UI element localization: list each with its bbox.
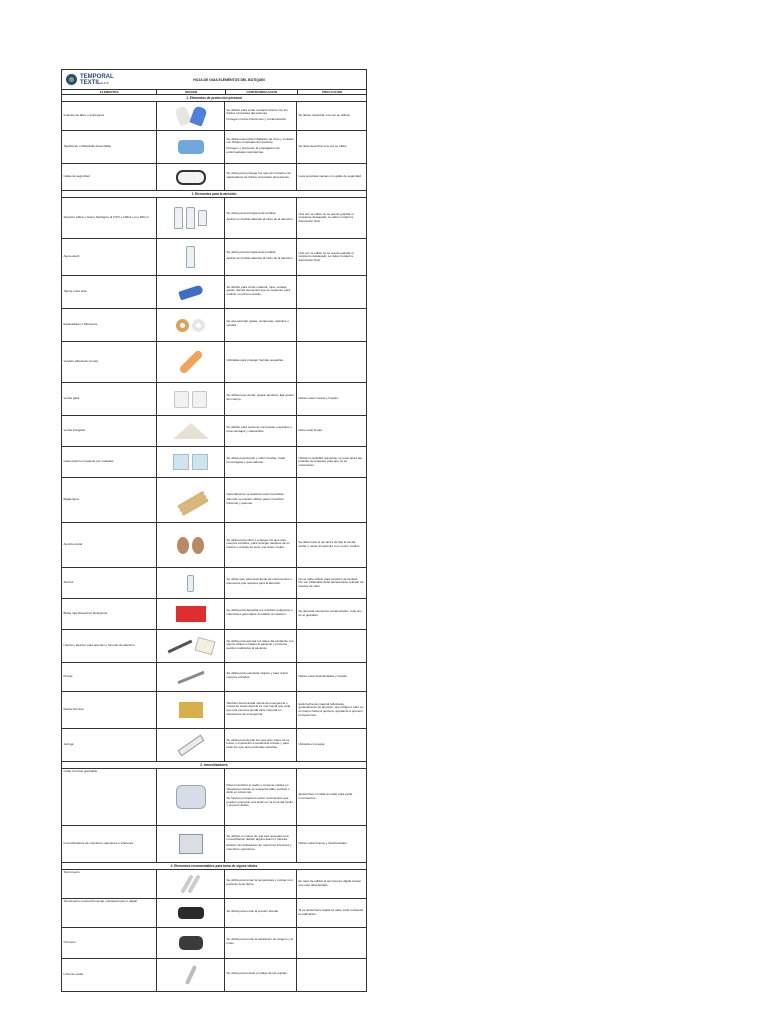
use-text: Protegen y previenen la propagación de enfermedades respiratorias. [226, 146, 280, 154]
use-text: Se utiliza para cubrir o proteger los ojos ante cuerpos extraños, para proteger después de un trauma o cuando se tiene una lesión ocular. [226, 537, 290, 549]
bottle-icon [186, 207, 195, 229]
contraindication-cell [225, 164, 297, 190]
table-row [62, 416, 366, 447]
use-text: Se utilizan para sostener compresas o apósitos y para vendajes y cabestrillos. [226, 425, 292, 433]
element-image [157, 309, 225, 341]
caution-cell: Una vez se utilice no se puede guardar el recipiente destapado; se deben rotular la disposición final. [298, 211, 354, 223]
element-image [157, 523, 225, 567]
contraindication-cell [225, 729, 297, 761]
section-title: 2. Elementos para la atención [62, 191, 366, 198]
caution-cell: Ubicada en la agua [298, 742, 325, 747]
use-text: Aplicar en heridas abiertas al inicio de la atención. [226, 217, 294, 221]
caution-cell [297, 630, 365, 662]
table-row [62, 870, 366, 899]
table-row [62, 198, 366, 239]
use-text: Se usa para fijar gasas, compresas, apósitos o vendas. [226, 319, 289, 327]
use-text: También denominada manta de emergencia o manta de supervivencia es una manta que evita que una persona pierda calor corporal en situaciones de emergencia. [226, 700, 291, 716]
contraindication-cell [225, 959, 297, 991]
caution-cell: Deben estar limpios y desinfectados. [298, 841, 348, 846]
contraindication-cell [225, 523, 297, 567]
pen-icon [168, 639, 193, 653]
dropper-icon [187, 575, 194, 592]
contraindication-cell [225, 568, 297, 598]
tape-icon [176, 319, 189, 332]
column-header: IMAGEN [157, 90, 226, 94]
table-row [62, 599, 366, 630]
first-aid-kit-sheet [61, 69, 367, 992]
element-name: Guantes de látex o quirúrgicos [62, 102, 157, 130]
column-header: CONTRAINDICACION [226, 90, 299, 94]
contraindication-cell [225, 198, 297, 238]
element-name: Oxímetro [62, 928, 157, 958]
cuff-icon [178, 907, 204, 919]
section-title: 4. Elementos recomendables para toma de signos vitales [62, 863, 366, 870]
table-row [62, 692, 366, 729]
contraindication-cell [225, 663, 297, 691]
element-image [157, 769, 225, 825]
caution-cell: Lava empoleta manejo con gafas de seguridad [298, 174, 361, 179]
table-row [62, 729, 366, 762]
scissors-icon [178, 284, 204, 300]
element-name: Inmovilizadores de miembros superiores e inferiores. [62, 826, 157, 862]
element-image [157, 447, 225, 477]
table-row [62, 663, 366, 692]
element-image [157, 599, 225, 629]
section-title: 1. Elementos de protección personal [62, 95, 366, 102]
element-image [157, 478, 225, 522]
table-row [62, 959, 366, 991]
use-text: Se utiliza para tomar la saturación de oxígeno y el pulso. [226, 937, 294, 945]
element-image [157, 630, 225, 662]
element-image [157, 568, 225, 598]
use-text: Se utiliza para proteger los ojos del contacto con salpicaduras de fluidos corporales del paciente. [226, 171, 292, 179]
use-text: Utilizadas para proteger heridas pequeñas. [226, 358, 284, 363]
use-text: Protegen contra infecciones y contaminación. [226, 116, 288, 121]
contraindication-cell [225, 599, 297, 629]
element-image [157, 416, 225, 446]
element-name: Solución salina o Suero fisiológico al 0.9% x 100ml o por 250 ml [62, 198, 157, 238]
element-image [157, 663, 225, 691]
element-image [157, 131, 225, 163]
element-name: Bolsa roja (Desechos biológicos) [62, 599, 157, 629]
bandaid-icon [178, 349, 203, 374]
use-text: Para inmovilizar el cuello y contener caídas en situaciones donde se sospecha daño cervical o daño en columnas. [226, 783, 290, 795]
element-image [157, 383, 225, 415]
gauze-icon [192, 454, 208, 470]
element-image [157, 959, 225, 991]
use-text: Se utiliza para manipular objetos y para retirar cuerpos extraños. [226, 671, 288, 679]
eyepad-icon [192, 537, 204, 554]
use-text: Se utiliza para limpiar y cubrir heridas, tratar hemorragias y quemaduras. [226, 456, 286, 464]
caution-cell: Debe estar limpia. [298, 428, 323, 433]
element-image [157, 102, 225, 130]
element-name: Collar Cervical graduable [62, 769, 157, 825]
contraindication-cell [225, 899, 297, 927]
element-image [157, 239, 225, 275]
use-text: Además se pueden utilizar para inmovilizar fracturas y quemas. [226, 497, 284, 505]
contraindication-cell [225, 630, 297, 662]
note-icon [194, 637, 215, 655]
contraindication-cell [225, 928, 297, 958]
element-image [157, 870, 225, 898]
table-body [62, 95, 366, 991]
oxim-icon [179, 936, 203, 950]
element-image [157, 899, 225, 927]
use-text: Se utiliza solo para desinfectar de instrumentos o elementos que requiera para la atención. [226, 577, 293, 585]
caution-cell: Ajustar bien el collar al cuello para evitar movimientos. [298, 792, 353, 800]
use-text: Se utilizan para cortar material, ropa, vendas, gasas, demás elementos que se requieren para realizar un primero auxilio. [226, 284, 291, 296]
element-image [157, 692, 225, 728]
contraindication-cell [225, 342, 297, 382]
use-text: Existen inmovilizadores de miembros inferiores y miembros superiores. [226, 843, 292, 851]
roll-icon [174, 391, 189, 408]
bottle-icon [174, 207, 183, 229]
table-row [62, 826, 366, 863]
contraindication-cell [225, 383, 297, 415]
redbag-icon [176, 606, 206, 622]
goggles-icon [176, 170, 206, 185]
use-text: Se utiliza para depositar los residuos peligrosos o infecciosos generados al realizar la curación. [226, 608, 293, 616]
element-name: Esparadrapo o Micropore [62, 309, 157, 341]
use-text: Se utiliza para vendar, sujetar apósitos, fijar partes del cuerpo. [226, 393, 294, 401]
table-row [62, 928, 366, 959]
contraindication-cell [225, 769, 297, 825]
contraindication-cell [225, 478, 297, 522]
use-text: Se utiliza para tomar la temperatura y revisar si el paciente tiene fiebre. [226, 878, 293, 886]
use-text: Se utiliza para revisar el reflejo de las pupilas. [226, 971, 288, 976]
table-row [62, 523, 366, 568]
use-text: Se utiliza para tomar la presión arterial. [226, 909, 279, 914]
caution-cell [297, 342, 365, 382]
glove-b-icon [189, 105, 207, 126]
caution-cell [297, 309, 365, 341]
element-name: Alcohol [62, 568, 157, 598]
caution-cell: Se debe desechar una vez se utilice. [298, 144, 348, 149]
syringe-icon [177, 734, 204, 756]
caution-cell: Una vez se utilice no se puede guardar el recipiente destapado; se deben rotular la disposición final. [298, 250, 354, 262]
contraindication-cell [225, 309, 297, 341]
element-image [157, 826, 225, 862]
penlight-icon [184, 965, 196, 985]
caution-cell: Si es tensiómetro digital se debe estar revisando la calibración. [298, 908, 364, 916]
caution-cell: Utilizar la cantidad requerida; no tocar antes las estériles del paquete para que no se contaminen. [298, 455, 362, 467]
use-text: Se utilizan para evitar contacto directo con los fluidos corporales del paciente. [226, 107, 288, 116]
contraindication-cell [225, 826, 297, 862]
company-logo [62, 70, 152, 89]
caution-cell [297, 959, 365, 991]
bottle-icon [198, 210, 207, 226]
contraindication-cell [225, 102, 297, 130]
contraindication-cell [225, 447, 297, 477]
contraindication-cell [225, 692, 297, 728]
column-header: PRECAUCION [322, 90, 343, 94]
element-name: Venda gasa [62, 383, 157, 415]
element-name: Pinzas [62, 663, 157, 691]
table-row [62, 899, 366, 928]
table-row [62, 769, 366, 826]
element-image [157, 342, 225, 382]
caution-cell: Se deposita elementos contaminados, todo uno en el guardián. [298, 609, 362, 617]
blanket-icon [179, 702, 203, 718]
contraindication-cell [225, 131, 297, 163]
element-name: Venda triangular [62, 416, 157, 446]
table-row [62, 164, 366, 191]
roll-icon [192, 391, 207, 408]
element-image [157, 198, 225, 238]
caution-cell: Se deben desechar una vez se utilicen. [298, 113, 351, 118]
contraindication-cell [225, 416, 297, 446]
caution-cell: Está hecha de material reflectante, generalmente de aluminio, que refleja el calor en el cuerpo hacia la persona, ayudando a prevenir la hipotermia. [298, 701, 364, 717]
table-row [62, 342, 366, 383]
tape-icon [192, 319, 205, 332]
logo-text: TEMPORAL TEXTILS.A.S [80, 73, 114, 86]
sticks-icon [177, 491, 205, 509]
element-name: Tapabocas o Mascarilla desechable [62, 131, 157, 163]
glove-w-icon [174, 105, 191, 126]
sheet-header [62, 70, 366, 90]
element-image [157, 164, 225, 190]
splint-icon [179, 834, 203, 854]
caution-cell: Deben estar desinfectadas y limpias. [298, 674, 348, 679]
table-row [62, 630, 366, 663]
table-row [62, 131, 366, 164]
element-name: Libreta y lapicero para apuntes o formato de atención. [62, 630, 157, 662]
table-row [62, 239, 366, 276]
use-text: Se utiliza para apuntar los datos del accidente, los signos vitales tomados al paciente y primeros auxilios realizados al paciente. [226, 638, 294, 650]
caution-cell [297, 478, 365, 522]
element-name: Gasa estéril en paquete por unidades [62, 447, 157, 477]
element-name: Bajalengua [62, 478, 157, 522]
element-name: Vendas adhesivas (curas) [62, 342, 157, 382]
caution-cell [297, 928, 365, 958]
caution-cell [297, 276, 365, 308]
contraindication-cell [225, 276, 297, 308]
gauze-icon [173, 454, 189, 470]
table-row [62, 478, 366, 523]
caution-cell: En caso de utilizar el termómetro digital revisar que esté desinfectado. [298, 879, 361, 887]
table-row [62, 383, 366, 416]
use-text: Se utiliza para la limpieza de heridas. [226, 211, 277, 216]
element-name: Jeringa [62, 729, 157, 761]
caution-cell: Se debe lavar el ojo antes de fijar la venda ocular y retirar al paciente a un centro médico. [298, 540, 361, 548]
triangle-icon [173, 423, 209, 439]
collar-icon [176, 785, 206, 809]
document-title: HOJA DE GUIA ELEMENTOS DEL BOTIQUIN [193, 77, 265, 82]
tweezers-icon [177, 670, 204, 683]
element-name: Linterna ocular [62, 959, 157, 991]
mask-icon [178, 140, 204, 154]
table-row [62, 309, 366, 342]
table-row [62, 102, 366, 131]
element-image [157, 928, 225, 958]
element-name: Agua estéril [62, 239, 157, 275]
logo-icon [66, 74, 77, 85]
caution-cell: Deben estar nuevas y limpias. [298, 396, 339, 401]
table-row [62, 276, 366, 309]
caution-cell: No se debe utilizar para curación de heridas. Por ser inflamable debe almacenarse retirado de fuentes de calor. [298, 576, 364, 588]
contraindication-cell [225, 870, 297, 898]
section-title: 3. Inmovilizadores [62, 762, 366, 769]
element-name: Tensiómetro manual (Fonendo o Estetoscopio) o digital [62, 899, 157, 927]
use-text: Su función principal es evitar movimientos que pueden empeorar una lesión en la zona del cuello y prevenir daños. [226, 796, 293, 808]
eyepad-icon [177, 537, 189, 554]
element-image [157, 729, 225, 761]
use-text: Se utiliza para limpiar los ojos ante casos de la lesión o exposición a sustancias tóxicas y para lavar los ojos ante partículas extrañas. [226, 737, 289, 749]
column-header: ELEMENTOS [62, 90, 157, 94]
table-row [62, 447, 366, 478]
bottle-icon [186, 246, 195, 268]
use-text: Generalmente se destinan para inmovilizar. [226, 491, 285, 496]
table-row [62, 568, 366, 599]
element-name: Apósito ocular [62, 523, 157, 567]
element-name: Tijeras corta todo [62, 276, 157, 308]
use-text: Se utiliza para evitar inhalación de vírus y contacto con fluidos corporales del paciente. [226, 136, 295, 145]
element-name: Manta Térmica [62, 692, 157, 728]
element-image [157, 276, 225, 308]
use-text: Se utilizan en casos de que sea necesario una inmovilización debido alguna lesión o fractura. [226, 833, 289, 842]
contraindication-cell [225, 239, 297, 275]
use-text: Se utiliza para la limpieza de heridas. [226, 250, 277, 255]
element-name: Gafas de seguridad [62, 164, 157, 190]
element-name: Termómetro [62, 870, 157, 898]
use-text: Aplicar en heridas abiertas al inicio de la atención. [226, 256, 294, 260]
